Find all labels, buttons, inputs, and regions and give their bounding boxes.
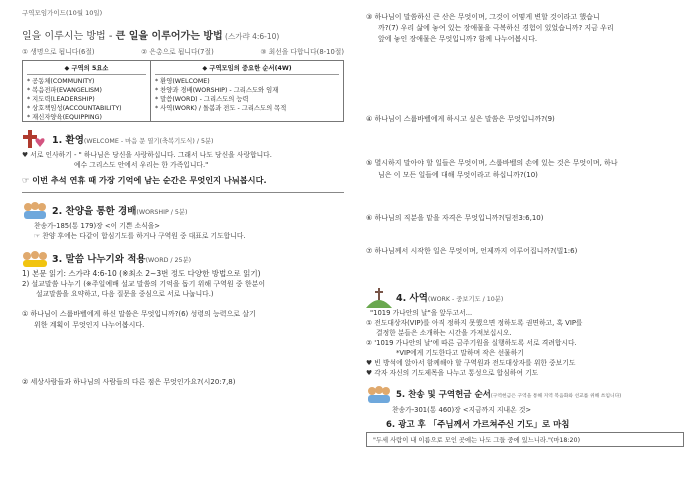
work-heading: 4. 사역(WORK - 중보기도 / 10분) <box>396 293 504 304</box>
element-item: * 지도력(LEADERSHIP) <box>27 96 95 103</box>
question-3-cont: 까?(7) 우리 삶에 놓여 있는 장애물을 극복하신 경험이 있었습니까? 지금 우리 <box>378 24 614 32</box>
work-line-3: ② '1019 가나안의 날'에 따른 금주기원을 실행하도록 서로 격려합시다. <box>366 339 577 347</box>
order-heading: ◆ 구역모임의 중요한 순서(4W) <box>155 63 339 75</box>
order-item: * 사역(WORK) / 돌봄과 전도 - 그리스도의 목적 <box>155 105 287 112</box>
section-work-block <box>366 286 684 447</box>
question-7: ⑦ 하나님께서 시작한 일은 무엇이며, 언제까지 이루어집니까?(빌1:6) <box>366 247 578 255</box>
info-boxes <box>22 60 344 122</box>
question-5: ⑤ 멸시하지 말아야 할 일들은 무엇이며, 스룹바벨의 손에 있는 것은 무엇이며, 하나 <box>366 159 618 167</box>
question-3: ③ 하나님이 말씀하신 큰 산은 무엇이며, 그것이 어떻게 변할 것이라고 했습니 <box>366 13 600 21</box>
question-1-cont: 위한 계획이 무엇인지 나누어봅시다. <box>34 321 145 329</box>
section-welcome <box>22 128 344 150</box>
hymn-line: 찬송가-185(통 179)장 <이 기쁜 소식을> <box>34 222 160 230</box>
question-6: ⑥ 하나님의 직분을 맡을 자격은 무엇입니까?(딤전3:6,10) <box>366 214 544 222</box>
work-line-4: *VIP에게 기도한다고 말하며 작은 선물하기 <box>396 349 524 357</box>
question-1: ① 하나님이 스룹바벨에게 하신 말씀은 무엇입니까?(6) 성령의 능력으로 살기 <box>22 310 256 318</box>
work-line-6: ♥ 각자 자신의 기도제목을 나누고 통성으로 합심하여 기도 <box>366 369 539 377</box>
title-reference: (스가랴 4:6-10) <box>222 32 280 41</box>
work-line-1: ① 전도대상자(VIP)를 아직 정하지 못했으면 정하도록 권면하고, 혹 VIP를 <box>366 319 583 327</box>
question-5-cont: 님은 이 모든 일들에 대해 무엇이라고 하십니까?(10) <box>378 171 538 179</box>
sermon-points <box>22 46 344 56</box>
sermon-sharing: 2) 설교말씀 나누기 (※주일예배 설교 말씀의 기억을 돕기 위해 구역원 중 한분이 <box>22 280 266 288</box>
word-heading: 3. 말씀 나누기와 적용(WORD / 25분) <box>52 254 192 265</box>
title-emphasis: 큰 일을 이루어가는 방법 <box>115 31 223 42</box>
element-item: * 상호책임성(ACCOUNTABILITY) <box>27 105 122 112</box>
hill-cross-icon <box>366 286 392 308</box>
closing-hymn: 찬송가-301(통 460)장 <지금까지 지내온 것> <box>392 406 532 414</box>
five-elements-heading: ◆ 구역의 5요소 <box>27 63 146 75</box>
group-talk-icon <box>22 247 48 269</box>
cross-heart-icon <box>22 128 48 150</box>
welcome-heading: 1. 환영(WELCOME - 마음 문 열기(축복기도식) / 5분) <box>52 135 214 146</box>
order-item: * 찬양과 경배(WORSHIP) - 그리스도와 임재 <box>155 87 279 94</box>
title-prefix: 일을 이루시는 방법 - <box>22 31 116 42</box>
worship-heading: 2. 찬양을 통한 경배(WORSHIP / 5분) <box>52 206 188 217</box>
five-elements-box <box>23 61 151 121</box>
guide-label: 구역모임가이드(10월 10일) <box>22 9 103 17</box>
section-work <box>366 286 684 308</box>
question-3-cont-2: 앞에 놓인 장애물은 무엇입니까? 함께 나누어봅시다. <box>378 35 538 43</box>
section-worship <box>22 199 344 221</box>
order-box <box>151 61 343 121</box>
section-offering <box>366 383 684 405</box>
closing-heading: 6. 광고 후 「주님께서 가르쳐주신 기도」로 마침 <box>386 420 570 430</box>
order-item: * 말씀(WORD) - 그리스도의 능력 <box>155 96 249 103</box>
prayer-note: ☞ 찬양 후에는 다같이 합심기도를 하거나 구역원 중 대표로 기도합니다. <box>34 232 246 240</box>
order-item: * 환영(WELCOME) <box>155 78 210 85</box>
welcome-question: ☞ 이번 추석 연휴 때 가장 기억에 남는 순간은 무엇인지 나눠봅시다. <box>22 175 267 185</box>
scripture-reading: 1) 본문 읽기: 스가랴 4:6-10 (※최소 2~3번 정도 다양한 방법으로 읽기) <box>22 269 261 278</box>
element-item: * 복음전파(EVANGELISM) <box>27 87 102 94</box>
right-column <box>366 8 684 495</box>
offering-heading: 5. 찬송 및 구역헌금 순서(구역헌금은 구역을 통해 지역 복음화와 선교를 위해 쓰임니다) <box>396 390 622 400</box>
point-3: ③ 최선을 다합니다(8-10절) <box>260 48 344 56</box>
element-item: * 재신자양육(EQUIPPING) <box>27 114 102 121</box>
section-word <box>22 247 344 269</box>
element-item: * 공동체(COMMUNITY) <box>27 78 95 85</box>
singers-icon <box>366 383 392 405</box>
work-line-5: ♥ 빈 방석에 앉아서 함께해야 할 구역원과 전도대상자를 위한 중보기도 <box>366 359 576 367</box>
work-line-2: 결정한 분들은 소개하는 시간을 가져보십시오. <box>376 329 512 337</box>
point-2: ② 은총으로 됩니다(7절) <box>141 48 214 56</box>
question-2: ② 세상사람들과 하나님의 사람들의 다른 점은 무엇인가요?(시20:7,8) <box>22 378 236 386</box>
left-column <box>22 8 344 388</box>
page-title <box>22 27 344 42</box>
sermon-sharing-2: 설교말씀을 요약하고, 다음 질문을 중심으로 서로 나눕니다.) <box>36 290 214 298</box>
greeting-line-1: ♥ 서로 인사하기 - " 하나님은 당신을 사랑하십니다. 그래서 나도 당신을 사랑합니다. <box>22 151 272 159</box>
point-1: ① 생명으로 됩니다(6절) <box>22 48 95 56</box>
question-4: ④ 하나님이 스룹바벨에게 하시고 싶은 말씀은 무엇입니까?(9) <box>366 115 555 123</box>
divider <box>22 192 344 193</box>
closing-verse: "두세 사람이 내 이름으로 모인 곳에는 나도 그들 중에 있느니라."(마18:20) <box>366 432 684 447</box>
singers-icon <box>22 199 48 221</box>
work-intro: "1019 가나안의 날"을 앞두고서... <box>370 309 473 317</box>
greeting-line-2: 예수 그리스도 안에서 우리는 한 가족입니다." <box>74 161 209 169</box>
